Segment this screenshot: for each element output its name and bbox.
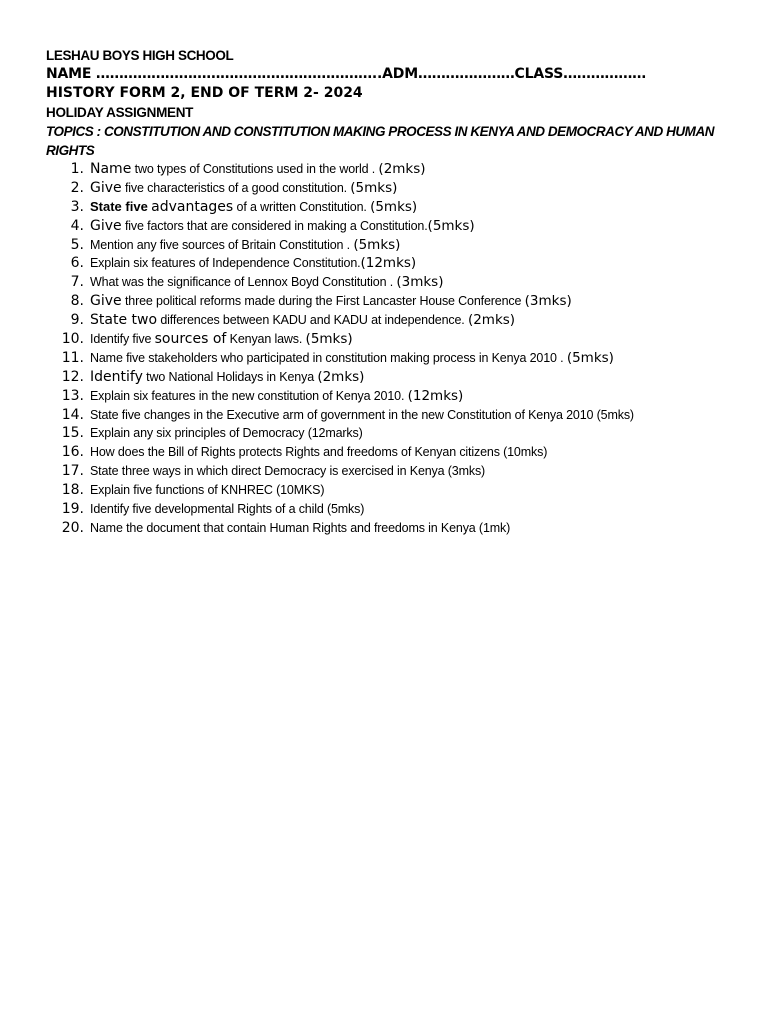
question-marks: (3mks) <box>396 274 444 291</box>
question-item <box>46 387 758 406</box>
question-item <box>46 500 758 519</box>
question-text: five factors that are considered in making a Constitution. <box>121 218 428 233</box>
question-number: 11. <box>61 349 84 366</box>
question-marks: (5mks) <box>566 349 614 366</box>
question-lead-word: Name <box>90 161 132 177</box>
question-emphasis: sources of <box>154 331 227 348</box>
question-number: 15. <box>61 425 84 442</box>
question-number: 7. <box>70 274 84 291</box>
question-text: Mention any five sources of Britain Constitution . <box>90 237 354 252</box>
question-text: Explain five functions of KNHREC (10MKS) <box>90 483 325 498</box>
question-text: Identify five <box>90 332 155 347</box>
question-marks: (2mks) <box>467 312 516 329</box>
question-text: State three ways in which direct Democracy is exercised in Kenya (3mks) <box>90 464 486 479</box>
question-text-continued: of a written Constitution. <box>233 199 371 214</box>
question-lead-word: State five <box>90 198 148 214</box>
student-name-line: NAME ……………………………………………………..ADM…………………CLASS……………… <box>46 66 646 82</box>
question-item <box>46 406 758 425</box>
question-item <box>46 179 758 198</box>
question-text: Explain six features in the new constitution of Kenya 2010. <box>90 388 408 403</box>
question-number: 13. <box>61 387 84 404</box>
question-marks: (5mks) <box>350 179 398 196</box>
question-number: 3. <box>70 198 84 215</box>
topics-line: TOPICS : CONSTITUTION AND CONSTITUTION MAKING PROCESS IN KENYA AND DEMOCRACY AND HUMAN RIGHTS <box>46 124 715 158</box>
question-number: 18. <box>61 482 84 499</box>
question-marks: (2mks) <box>317 368 365 385</box>
question-number: 9. <box>70 312 84 329</box>
question-item <box>46 292 758 311</box>
question-text: State five changes in the Executive arm of government in the new Constitution of Kenya 2010 (5mks) <box>90 407 634 422</box>
question-marks: (5mks) <box>370 198 418 215</box>
question-marks: (12mks) <box>407 387 464 404</box>
question-text: Name five stakeholders who participated in constitution making process in Kenya 2010 . <box>90 350 567 365</box>
question-item <box>46 254 758 273</box>
question-item <box>46 349 758 368</box>
question-item <box>46 462 758 481</box>
question-text: Identify five developmental Rights of a child (5mks) <box>90 502 365 517</box>
question-text: Explain any six principles of Democracy (12marks) <box>90 426 363 441</box>
question-number: 2. <box>70 179 84 196</box>
question-item <box>46 217 758 236</box>
question-number: 1. <box>70 161 84 177</box>
question-text: What was the significance of Lennox Boyd Constitution . <box>90 275 397 290</box>
question-number: 17. <box>61 463 84 480</box>
question-marks: (5mks) <box>427 217 475 234</box>
question-text: Name the document that contain Human Rights and freedoms in Kenya (1mk) <box>90 520 511 535</box>
question-text: three political reforms made during the First Lancaster House Conference <box>121 294 525 309</box>
question-item <box>46 481 758 500</box>
question-text: differences between KADU and KADU at independence. <box>157 313 468 328</box>
question-lead-word: Give <box>90 217 122 234</box>
question-item <box>46 160 758 179</box>
question-number: 10. <box>61 331 84 348</box>
question-text-continued: Kenyan laws. <box>226 332 306 347</box>
assignment-type: HOLIDAY ASSIGNMENT <box>46 105 194 120</box>
question-text: two National Holidays in Kenya <box>142 369 318 384</box>
question-item <box>46 330 758 349</box>
question-lead-word: Give <box>90 179 122 196</box>
question-item <box>46 236 758 255</box>
question-number: 6. <box>70 255 84 272</box>
question-text: How does the Bill of Rights protects Rights and freedoms of Kenyan citizens (10mks) <box>90 445 548 460</box>
question-marks: (3mks) <box>524 293 572 310</box>
question-marks: (2mks) <box>378 161 426 177</box>
school-name: LESHAU BOYS HIGH SCHOOL <box>46 48 234 63</box>
question-emphasis: advantages <box>151 198 234 215</box>
question-lead-word: Identify <box>90 368 143 385</box>
question-marks: (12mks) <box>360 255 417 272</box>
question-number: 8. <box>70 293 84 310</box>
question-item <box>46 311 758 330</box>
question-number: 16. <box>61 444 84 461</box>
question-item <box>46 519 758 538</box>
assignment-page <box>46 46 758 538</box>
question-number: 12. <box>61 368 84 385</box>
question-lead-word: Give <box>90 293 122 310</box>
question-item <box>46 368 758 387</box>
question-marks: (5mks) <box>305 331 353 348</box>
question-item <box>46 198 758 217</box>
question-number: 4. <box>70 217 84 234</box>
assignment-title: HISTORY FORM 2, END OF TERM 2- 2024 <box>46 85 363 101</box>
question-item <box>46 424 758 443</box>
question-text: Explain six features of Independence Constitution. <box>90 256 361 271</box>
question-text: five characteristics of a good constitution. <box>121 180 351 195</box>
question-item <box>46 273 758 292</box>
question-list <box>46 160 758 538</box>
question-text: two types of Constitutions used in the world . <box>131 162 379 176</box>
question-number: 19. <box>61 501 84 518</box>
question-number: 14. <box>61 406 84 423</box>
question-item <box>46 443 758 462</box>
question-number: 5. <box>70 236 84 253</box>
question-number: 20. <box>61 519 84 536</box>
question-lead-word: State two <box>90 312 158 329</box>
question-marks: (5mks) <box>353 236 401 253</box>
